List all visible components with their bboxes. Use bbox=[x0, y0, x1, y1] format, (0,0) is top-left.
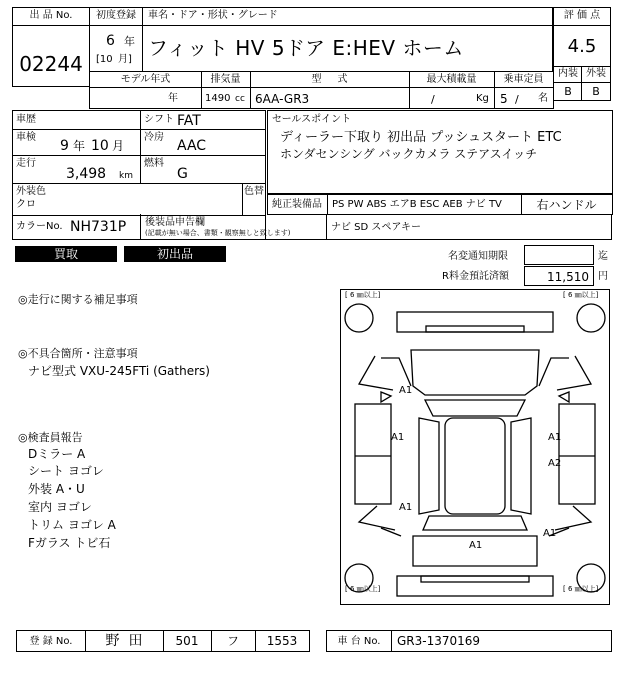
tire-front-right: [ 6 ㎜以上] bbox=[563, 291, 599, 299]
damage-mark: A1 bbox=[399, 385, 413, 396]
first-registration-month: [10 bbox=[96, 54, 113, 65]
chassis-label: 車 台 No. bbox=[337, 636, 381, 647]
defects-heading: ◎不具合箇所・注意事項 bbox=[18, 347, 138, 360]
damage-mark: A1 bbox=[399, 502, 413, 513]
inspector-line-3: 外装 A・U bbox=[28, 482, 85, 496]
first-registration-year: 6 bbox=[106, 33, 115, 49]
tag-purchase: 買取 bbox=[15, 246, 117, 262]
mileage-value: 3,498 bbox=[66, 166, 107, 182]
interior-grade: B bbox=[564, 85, 572, 98]
recycle-value: 11,510 bbox=[547, 270, 589, 284]
car-name-box bbox=[89, 7, 553, 72]
inspection-month-unit: 月 bbox=[112, 139, 125, 153]
equipment-label: 純正装備品 bbox=[272, 199, 322, 210]
inspection-year: 9 bbox=[60, 138, 69, 154]
damage-mark: A1 bbox=[543, 528, 557, 539]
chassis-number-box bbox=[326, 630, 612, 652]
capacity-unit: 名 bbox=[538, 93, 548, 104]
aftermarket-items-box bbox=[326, 214, 612, 240]
registration-number: 1553 bbox=[266, 634, 298, 648]
exterior-color: クロ bbox=[16, 199, 36, 210]
model-year-unit: 年 bbox=[168, 93, 178, 104]
car-outline bbox=[341, 290, 609, 604]
max-load-separator: / bbox=[431, 93, 435, 106]
score-box bbox=[553, 7, 611, 101]
inspection-label: 車検 bbox=[16, 132, 36, 143]
registration-area: 野 田 bbox=[105, 633, 143, 649]
car-name: フィット HV 5ドア E:HEV ホーム bbox=[148, 36, 464, 60]
fuel-value: G bbox=[177, 166, 188, 182]
inspection-month: 10 bbox=[91, 138, 109, 154]
mileage-unit: km bbox=[119, 171, 133, 181]
sales-point-line2: ホンダセンシング バックカメラ ステアスイッチ bbox=[280, 147, 538, 161]
driving-remarks-heading: ◎走行に関する補足事項 bbox=[18, 293, 138, 306]
car-name-label: 車名・ドア・形状・グレード bbox=[148, 10, 278, 21]
exterior-label: 外装 bbox=[586, 68, 606, 79]
lot-number-label: 出 品 No. bbox=[29, 10, 73, 21]
aftermarket-note: (記載が無い場合、書類・観察無しと致します) bbox=[145, 229, 291, 237]
equipment-items: PS PW ABS エアB ESC AEB ナビ TV bbox=[332, 199, 502, 210]
spec-table bbox=[89, 71, 554, 109]
inspector-line-5: トリム ヨゴレ A bbox=[28, 518, 116, 532]
tire-front-left: [ 6 ㎜以上] bbox=[345, 291, 381, 299]
lot-number: 02244 bbox=[19, 52, 83, 76]
deadline-unit: 迄 bbox=[598, 251, 608, 262]
color-change-label: 色替 bbox=[244, 186, 264, 197]
damage-mark: A1 bbox=[548, 432, 562, 443]
displacement-unit: cc bbox=[235, 94, 245, 104]
history-label: 車歴 bbox=[16, 114, 36, 125]
inspection-year-unit: 年 bbox=[73, 139, 86, 153]
capacity-separator: / bbox=[515, 93, 519, 106]
month-unit: 月] bbox=[118, 54, 132, 65]
inspector-line-1: Dミラー A bbox=[28, 447, 86, 461]
displacement-label: 排気量 bbox=[210, 74, 241, 85]
equipment-box bbox=[267, 194, 613, 215]
capacity-label: 乗車定員 bbox=[503, 74, 544, 85]
color-no: NH731P bbox=[70, 219, 127, 235]
registration-kana: フ bbox=[226, 634, 239, 648]
inspector-line-2: シート ヨゴレ bbox=[28, 464, 104, 478]
inspector-line-4: 室内 ヨゴレ bbox=[28, 500, 92, 514]
registration-label: 登 録 No. bbox=[29, 636, 73, 647]
displacement-value: 1490 bbox=[205, 93, 231, 104]
exterior-grade: B bbox=[592, 85, 600, 98]
steering-side: 右ハンドル bbox=[536, 198, 597, 212]
capacity-value: 5 bbox=[500, 92, 508, 106]
sales-point-box bbox=[267, 110, 613, 194]
shift-label: シフト bbox=[144, 114, 174, 125]
color-no-label: カラーNo. bbox=[16, 221, 63, 232]
aftermarket-items: ナビ SD スペアキー bbox=[331, 222, 422, 233]
deadline-value-box bbox=[524, 245, 594, 265]
recycle-unit: 円 bbox=[598, 271, 608, 282]
tire-rear-right: [ 6 ㎜以上] bbox=[563, 585, 599, 593]
mileage-label: 走行 bbox=[16, 158, 36, 169]
model-type: 6AA-GR3 bbox=[255, 92, 310, 106]
ac-value: AAC bbox=[177, 138, 207, 154]
year-unit: 年 bbox=[124, 35, 135, 48]
exterior-color-label: 外装色 bbox=[16, 186, 46, 197]
lot-number-box bbox=[12, 7, 90, 87]
aftermarket-box bbox=[140, 214, 327, 240]
damage-mark: A1 bbox=[391, 432, 405, 443]
damage-mark: A2 bbox=[548, 458, 562, 469]
chassis-number: GR3-1370169 bbox=[397, 634, 481, 648]
type-label: 型 式 bbox=[311, 74, 348, 85]
max-load-unit: Kg bbox=[476, 93, 489, 104]
damage-mark: A1 bbox=[469, 540, 483, 551]
sales-point-label: セールスポイント bbox=[272, 114, 352, 125]
recycle-value-box bbox=[524, 266, 594, 286]
deadline-label: 名変通知期限 bbox=[448, 251, 508, 262]
registration-class: 501 bbox=[175, 634, 199, 648]
max-load-label: 最大積載量 bbox=[426, 74, 477, 85]
shift-value: FAT bbox=[177, 113, 201, 129]
defects-line: ナビ型式 VXU-245FTi (Gathers) bbox=[28, 364, 210, 378]
first-registration-label: 初度登録 bbox=[96, 10, 136, 21]
inspector-report-heading: ◎検査員報告 bbox=[18, 431, 83, 444]
registration-number-box bbox=[16, 630, 310, 652]
aftermarket-label: 後装品申告欄 bbox=[145, 217, 205, 228]
score-label: 評 価 点 bbox=[563, 10, 601, 21]
ac-label: 冷房 bbox=[144, 132, 164, 143]
score-value: 4.5 bbox=[567, 36, 597, 57]
interior-label: 内装 bbox=[558, 68, 578, 79]
sales-point-line1: ディーラー下取り 初出品 プッシュスタート ETC bbox=[280, 130, 562, 145]
damage-diagram bbox=[340, 289, 610, 605]
tag-first-listing: 初出品 bbox=[124, 246, 226, 262]
model-year-label: モデル年式 bbox=[120, 74, 171, 85]
tire-rear-left: [ 6 ㎜以上] bbox=[345, 585, 381, 593]
fuel-label: 燃料 bbox=[144, 158, 164, 169]
inspector-line-6: Fガラス トビ石 bbox=[28, 536, 111, 550]
recycle-label: R料金預託済額 bbox=[442, 271, 509, 282]
